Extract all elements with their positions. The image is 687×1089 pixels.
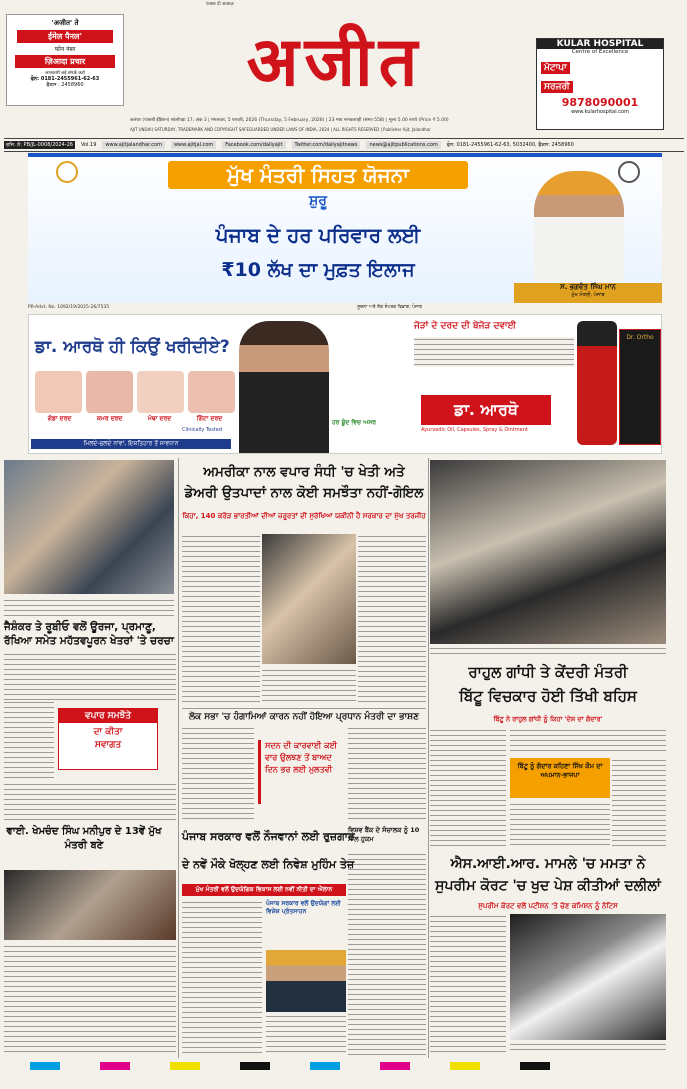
manipur-headline: ਵਾਈ. ਖੇਮਚੰਦ ਸਿੰਘ ਮਨੀਪੁਰ ਦੇ 13ਵੇਂ ਮੁੱਖ ਮੰਤਰੀ ਬਣੇ: [6, 826, 162, 851]
lok-sabha-headline: ਲੋਕ ਸਭਾ 'ਚ ਹੰਗਾਮਿਆਂ ਕਾਰਨ ਨਹੀਂ ਹੋਇਆ ਪ੍ਰਧਾਨ ਮੰਤਰੀ ਦਾ ਭਾਸ਼ਣ: [182, 708, 426, 722]
mamata-caption: [510, 1042, 666, 1054]
column-rule: [428, 458, 429, 1058]
ankle-image: [188, 371, 235, 413]
trade-box-line2: ਦਾ ਕੀਤਾ: [93, 727, 123, 737]
mamata-headline-line2: ਸੁਪਰੀਮ ਕੋਰਟ 'ਚ ਖੁਦ ਪੇਸ਼ ਕੀਤੀਆਂ ਦਲੀਲਾਂ: [435, 877, 661, 894]
ortho-drop: ਹਰ ਬੂੰਦ ਵਿਚ ਅਸਰ: [332, 419, 376, 426]
info-bar: [4, 138, 684, 152]
trade-box-line3: ਸਵਾਗਤ: [94, 740, 122, 750]
punjab-headline-line2: ਦੇ ਨਵੇਂ ਮੌਕੇ ਖੋਲ੍ਹਣ ਲਈ ਨਿਵੇਸ਼ ਮੁਹਿੰਮ ਤੇਜ਼: [182, 858, 355, 871]
phone-text: ਫੋਨ: 0181-2455961-62-63, 5032400, ਫੈਕਸ: 2458960: [446, 142, 574, 148]
rahul-box: ਬਿੱਟੂ ਨੂੰ ਗੱਦਾਰ ਕਹਿਣਾ ਸਿੱਖ ਕੌਮ ਦਾ ਅਪਮਾਨ-ਭਾਜਪਾ: [510, 758, 610, 798]
jaishankar-photo: [4, 460, 174, 594]
punjab-headline-line1: ਪੰਜਾਬ ਸਰਕਾਰ ਵਲੋਂ ਨੌਜਵਾਨਾਂ ਲਈ ਰੁਜ਼ਗਾਰ: [182, 830, 355, 843]
hospital-web: www.kularhospital.com: [571, 109, 629, 115]
ortho-brand: ਡਾ. ਆਰਥੋ: [421, 395, 551, 425]
gov-ad-line3: ₹10 ਲੱਖ ਦਾ ਮੁਫ਼ਤ ਇਲਾਜ: [221, 259, 415, 281]
cm-photo: [266, 950, 346, 1012]
rahul-text-col2: [510, 728, 666, 754]
trade-box-line1: ਵਪਾਰ ਸਮਝੌਤੇ: [59, 709, 157, 723]
hospital-name: KULAR HOSPITAL: [537, 39, 663, 49]
goyal-photo: [262, 534, 356, 664]
ad-line: ਫੈਕਸ : 2458960: [46, 82, 84, 88]
emblem-icon: [56, 161, 78, 183]
rahul-headline: [430, 660, 666, 708]
reg-number: ਰਜਿ. ਨੰ: PB/JL-0008/2024-26: [6, 142, 73, 148]
masthead-title: अजीत: [246, 22, 424, 102]
pain-label: ਗਿੱਟਾ ਦਰਦ: [196, 415, 223, 422]
cm-name-plate: [514, 283, 662, 303]
ad-line: जानकारी लई संपर्क करो: [45, 71, 85, 76]
lead-deck: ਕਿਹਾ, 140 ਕਰੋੜ ਭਾਰਤੀਆਂ ਦੀਆਂ ਜ਼ਰੂਰਤਾਂ ਦੀ ਸੁਰੱਖਿਆ ਯਕੀਨੀ ਹੈ ਸਰਕਾਰ ਦਾ ਮੁੱਖ ਤਰਜੀਹ: [182, 512, 426, 520]
ad-credit: ਸੂਚਨਾ ਅਤੇ ਲੋਕ ਸੰਪਰਕ ਵਿਭਾਗ, ਪੰਜਾਬ: [357, 305, 422, 310]
lead-text-col3: [262, 668, 356, 702]
lead-headline-line2: ਡੇਅਰੀ ਉਤਪਾਦਾਂ ਨਾਲ ਕੋਈ ਸਮਝੌਤਾ ਨਹੀਂ-ਗੋਇਲ: [184, 484, 424, 501]
lok-sabha-text-col2: [348, 726, 426, 822]
trade-box: [58, 708, 158, 770]
email-link[interactable]: news@ajitpublications.com: [366, 141, 440, 149]
pain-label: ਕਮਰ ਦਰਦ: [96, 415, 123, 422]
rahul-deck: ਬਿੱਟੂ ਨੇ ਰਾਹੁਲ ਗਾਂਧੀ ਨੂੰ ਕਿਹਾ 'ਦੇਸ਼ ਦਾ ਗੱਦਾਰ': [493, 715, 603, 723]
mamata-photo: [510, 914, 666, 1040]
facebook-link[interactable]: Facebook.com/dailyajit: [222, 141, 285, 149]
copyright-line: AJIT (INDIA) SATURDAY, TRADEMARK AND COPYRIGHT SAFEGUARDED UNDER LAWS OF INDIA, 2024 | ALL RIGHTS RESERVED | Publisher Ajit, Jalandhar: [130, 127, 431, 132]
rahul-text-col1: [430, 728, 506, 848]
pain-images: [35, 371, 235, 413]
punjab-deck: ਮੁੱਖ ਮੰਤਰੀ ਵਲੋਂ ਉਦਯੋਗਿਕ ਵਿਕਾਸ ਲਈ ਨਵੀਂ ਨੀਤੀ ਦਾ ਐਲਾਨ: [182, 884, 346, 896]
ortho-brand-sub: Ayurvedic Oil, Capsules, Spray & Ointment: [421, 427, 528, 433]
gov-health-ad: [28, 153, 662, 303]
cm-role: ਮੁੱਖ ਮੰਤਰੀ, ਪੰਜਾਬ: [571, 292, 605, 298]
pain-labels: [35, 415, 235, 423]
rahul-headline-line2: ਬਿੱਟੂ ਵਿਚਕਾਰ ਹੋਈ ਤਿੱਖੀ ਬਹਿਸ: [459, 687, 637, 705]
mamata-text: [430, 914, 506, 1054]
lead-text-col1: [182, 534, 260, 702]
tapal-text: [348, 852, 426, 1056]
column-rule: [178, 458, 179, 1058]
punjab-text-col2: [266, 1014, 346, 1056]
manipur-text: [4, 944, 176, 1054]
left-story-headline: ਜੈਸ਼ੰਕਰ ਤੇ ਰੂਬੀਓ ਵਲੋਂ ਊਰਜਾ, ਪ੍ਰਮਾਣੂ, ਰੱਖਿਆ ਸਮੇਤ ਮਹੱਤਵਪੂਰਨ ਖੇਤਰਾਂ 'ਤੇ ਚਰਚਾ: [4, 621, 174, 648]
rahul-text-col4: [510, 802, 610, 848]
cm-portrait: [534, 171, 624, 281]
hospital-ad: [536, 38, 664, 130]
photo-caption: [4, 598, 174, 616]
epaper-link[interactable]: www.ajitjal.com: [171, 141, 216, 149]
cm-name: ਸ. ਭਗਵੰਤ ਸਿੰਘ ਮਾਨ: [560, 283, 616, 291]
pain-label: ਗੋਡਾ ਦਰਦ: [47, 415, 72, 422]
left-story-text-3: [4, 782, 176, 822]
parliament-photo: [430, 460, 666, 644]
left-story-text: [4, 652, 176, 700]
pain-label: ਮੋਢਾ ਦਰਦ: [147, 415, 172, 422]
mamata-deck: ਸੁਪਰੀਮ ਕੋਰਟ ਵਲੋਂ ਪਟੀਸ਼ਨ 'ਤੇ ਚੋਣ ਕਮਿਸ਼ਨ ਨੂੰ ਨੋਟਿਸ: [478, 902, 618, 910]
volume: Vol.19: [80, 142, 97, 148]
left-story-text-2: [4, 700, 54, 780]
ad-line: फोन नंबर: [54, 46, 76, 53]
gov-ad-title: ਮੁੱਖ ਮੰਤਰੀ ਸਿਹਤ ਯੋਜਨਾ: [168, 161, 468, 189]
ad-line: ਫੋਨ: 0181-2455961-62-63: [30, 76, 100, 82]
parliament-caption: [430, 646, 666, 656]
punjab-inset: ਪੰਜਾਬ ਸਰਕਾਰ ਵਲੋਂ ਉਦਯੋਗਾਂ ਲਈ ਵਿਸ਼ੇਸ਼ ਪ੍ਰੋਤਸਾਹਨ: [266, 900, 341, 916]
top-strip: पंजाब दी आवाज़: [206, 2, 234, 7]
mamata-headline: [430, 854, 666, 897]
masthead-left-ad: [6, 14, 124, 106]
lok-sabha-text-col1: [182, 726, 254, 822]
celebrity-photo: [239, 321, 329, 454]
manipur-photo: [4, 870, 176, 940]
ortho-footer: ਮਿਲਦੇ-ਜੁਲਦੇ ਨਾਂਵਾਂ, ਇਸ਼ਤਿਹਾਰ ਤੋਂ ਸਾਵਧਾਨ: [31, 439, 231, 449]
punjab-seal-icon: [618, 161, 640, 183]
lok-sabha-callout: ਸਦਨ ਦੀ ਕਾਰਵਾਈ ਕਈ ਵਾਰ ਉਲਝਣ ਤੋਂ ਬਾਅਦ ਦਿਨ ਭਰ ਲਈ ਮੁਲਤਵੀ: [258, 740, 344, 804]
gov-ad-footer: [28, 305, 662, 311]
hospital-line2: ਸਰਜਰੀ: [541, 81, 573, 93]
ortho-question: ਡਾ. ਆਰਥੋ ਹੀ ਕਿਉਂ ਖਰੀਦੀਏ?: [35, 337, 230, 357]
punjab-text-col1: [182, 900, 262, 1056]
ortho-ad: [28, 314, 662, 454]
hospital-line1: ਮੋਟਾਪਾ: [541, 62, 570, 74]
twitter-link[interactable]: Twitter.com/dailyajitnews: [292, 141, 361, 149]
knee-image: [35, 371, 82, 413]
dateline: जलंधर (पंजाबी ईडिशन) सांलोपड़ा 17, अंक 3 | मंगलवार, 5 फरवरी, 2026 (Thursday, 5 February, 2026) | 23 माघ नानकशाही (संमत 558) | मूल्य 5.00 रुपये (Price ₹ 5.00): [130, 118, 449, 123]
hospital-sub: Centre of Excellence: [571, 49, 629, 55]
shoulder-image: [137, 371, 184, 413]
ad-line: ईमेल पैनल': [17, 30, 113, 43]
ortho-bottle: [577, 321, 617, 445]
advt-number: PR-Advt. No. 1092/19/2025-26/7535: [28, 305, 110, 310]
punjab-headline: [182, 828, 355, 846]
back-image: [86, 371, 133, 413]
tapal-headline: ਵਿਸ਼ਵ ਬੈਂਕ ਦੇ ਸੰਚਾਲਕ ਨੂੰ 10 ਸਾਲ ਹੁਕਮ: [348, 826, 420, 843]
site-link[interactable]: www.ajitjalandhar.com: [102, 141, 165, 149]
ad-line: ज़िआदा प्रचार: [15, 55, 115, 68]
gov-ad-line2: ਪੰਜਾਬ ਦੇ ਹਰ ਪਰਿਵਾਰ ਲਈ: [215, 223, 421, 247]
rahul-text-col3: [612, 758, 666, 848]
ortho-pack: Dr. Ortho: [619, 329, 661, 445]
mamata-headline-line1: ਐਸ.ਆਈ.ਆਰ. ਮਾਮਲੇ 'ਚ ਮਮਤਾ ਨੇ: [450, 856, 646, 872]
clinically-tested: Clinically Tested: [181, 427, 223, 433]
lead-text-col2: [358, 534, 426, 702]
hospital-phone: 9878090001: [561, 96, 639, 109]
ortho-copy: [414, 337, 574, 367]
lead-headline-line1: ਅਮਰੀਕਾ ਨਾਲ ਵਪਾਰ ਸੰਧੀ 'ਚ ਖੇਤੀ ਅਤੇ: [203, 464, 405, 480]
lead-headline: [182, 462, 426, 504]
ad-line: 'अजीत' ते: [51, 19, 79, 27]
gov-ad-sub: ਸ਼ੁਰੂ: [308, 193, 327, 209]
ortho-tagline: ਜੋੜਾਂ ਦੇ ਦਰਦ ਦੀ ਬੇਜੋੜ ਦਵਾਈ: [414, 321, 516, 331]
rahul-headline-line1: ਰਾਹੁਲ ਗਾਂਧੀ ਤੇ ਕੇਂਦਰੀ ਮੰਤਰੀ: [468, 663, 628, 681]
print-registration-marks: [0, 1062, 687, 1070]
